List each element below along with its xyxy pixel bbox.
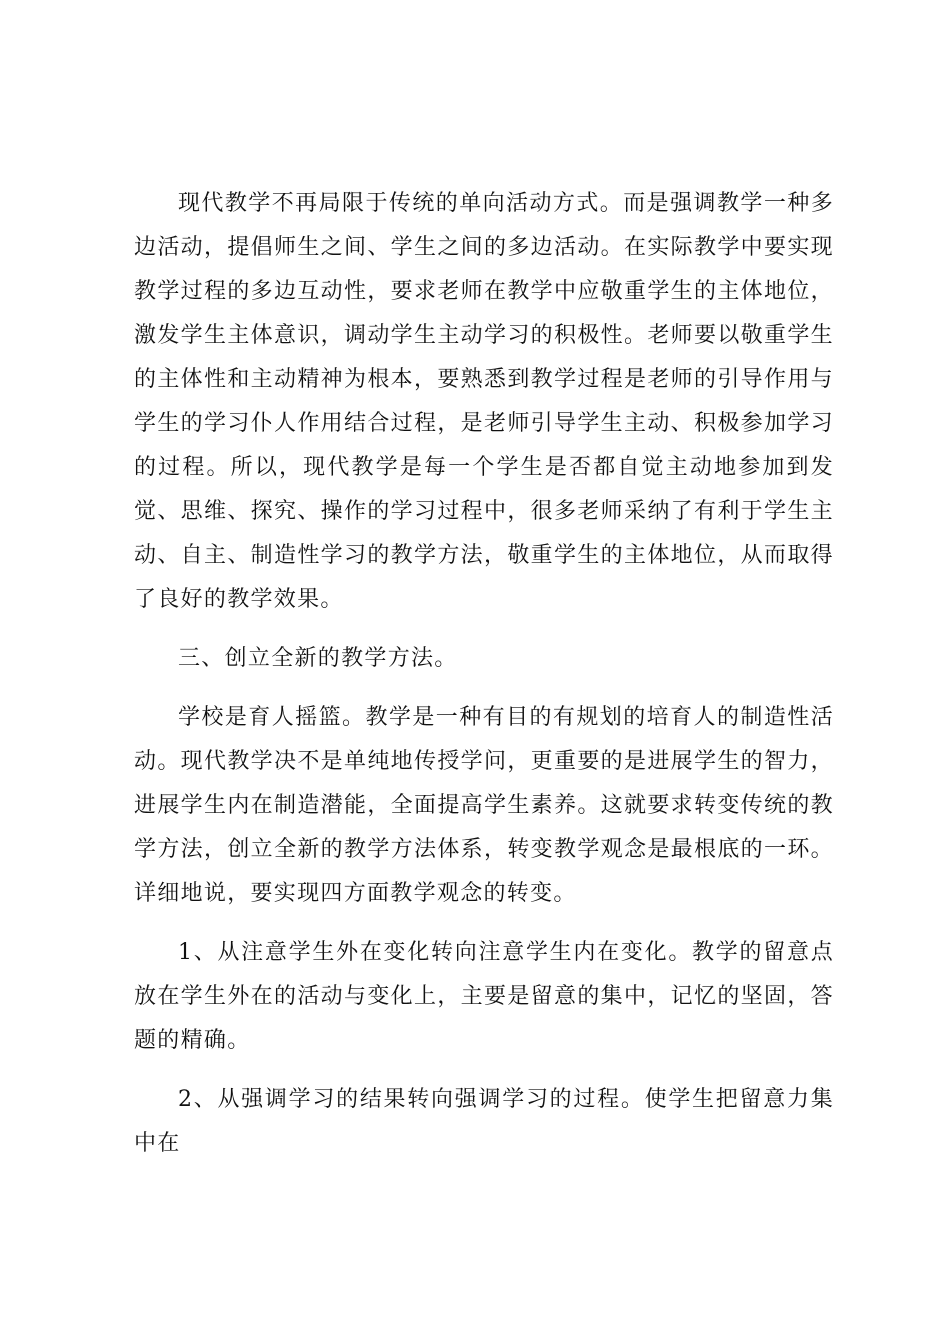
paragraph-point-1: 1、从注意学生外在变化转向注意学生内在变化。教学的留意点放在学生外在的活动与变化上，主要是留意的集中，记忆的坚固，答题的精确。 bbox=[134, 940, 834, 1053]
paragraph-point-2: 2、从强调学习的结果转向强调学习的过程。使学生把留意力集中在 bbox=[134, 1087, 834, 1156]
section-heading-new-methods: 三、创立全新的教学方法。 bbox=[178, 646, 458, 671]
document-body bbox=[134, 182, 834, 1181]
paragraph-school-cradle: 学校是育人摇篮。教学是一种有目的有规划的培育人的制造性活动。现代教学决不是单纯地传授学问，更重要的是进展学生的智力，进展学生内在制造潜能，全面提高学生素养。这就要求转变传统的教学方法，创立全新的教学方法体系，转变教学观念是最根底的一环。详细地说，要实现四方面教学观念的转变。 bbox=[134, 705, 834, 906]
paragraph-modern-teaching: 现代教学不再局限于传统的单向活动方式。而是强调教学一种多边活动，提倡师生之间、学生之间的多边活动。在实际教学中要实现教学过程的多边互动性，要求老师在教学中应敬重学生的主体地位，激发学生主体意识，调动学生主动学习的积极性。老师要以敬重学生的主体性和主动精神为根本，要熟悉到教学过程是老师的引导作用与学生的学习仆人作用结合过程，是老师引导学生主动、积极参加学习的过程。所以，现代教学是每一个学生是否都自觉主动地参加到发觉、思维、探究、操作的学习过程中，很多老师采纳了有利于学生主动、自主、制造性学习的教学方法，敬重学生的主体地位，从而取得了良好的教学效果。 bbox=[134, 191, 834, 612]
